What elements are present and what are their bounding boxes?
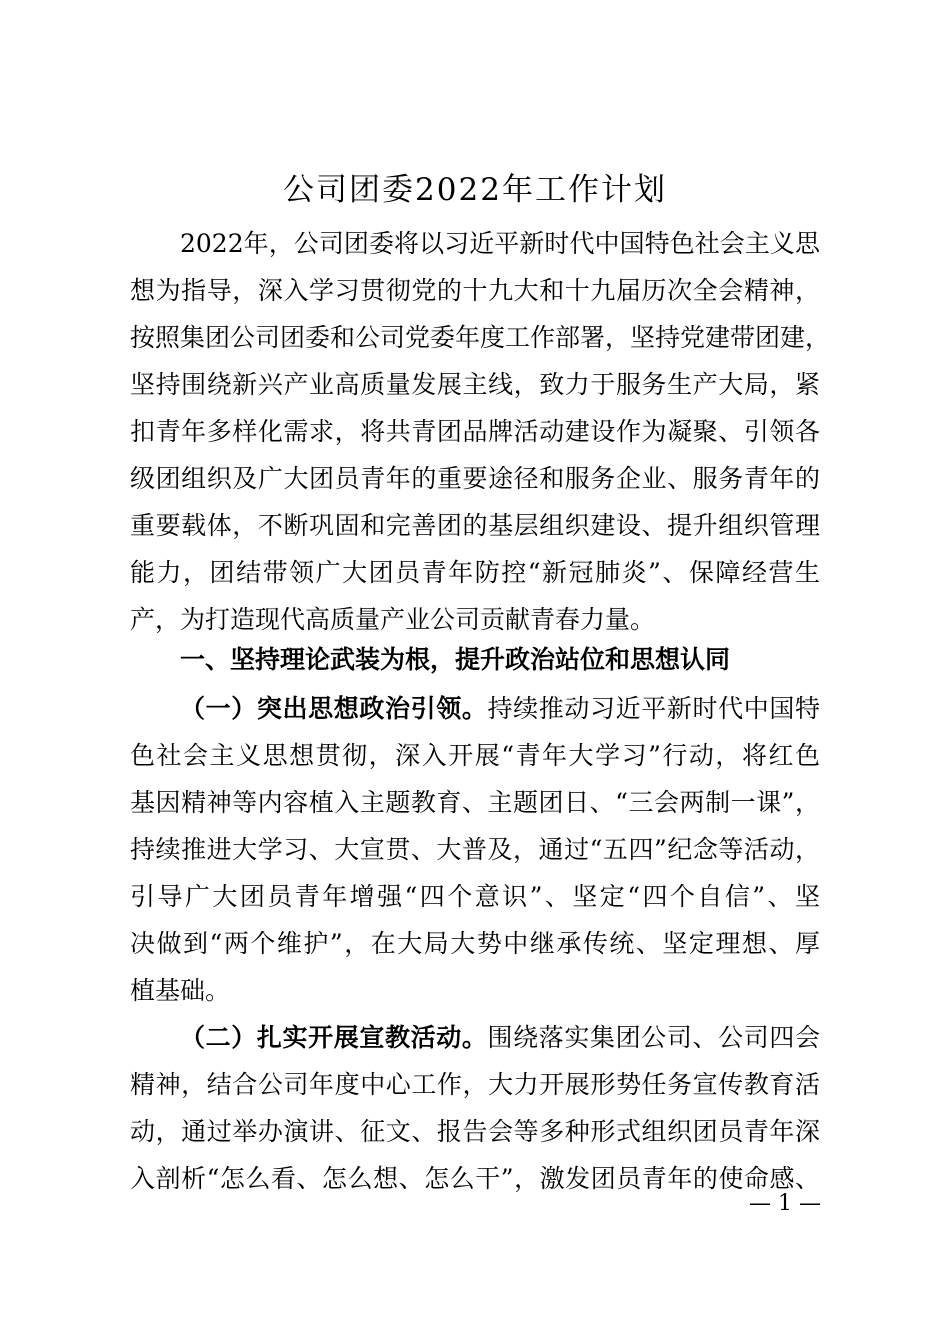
intro-line: 2022年，公司团委将以习近平新时代中国特色社会主义思 [180, 229, 820, 258]
item2-first-rest: 围绕落实集团公司、公司四会 [487, 1023, 820, 1052]
item2-line: 精神，结合公司年度中心工作，大力开展形势任务宣传教育活 [130, 1070, 820, 1099]
intro-line: 能力，团结带领广大团员青年防控“新冠肺炎”、保障经营生 [130, 558, 820, 587]
item1-line: 决做到“两个维护”，在大局大势中继承传统、坚定理想、厚 [130, 929, 820, 958]
item1-first-line [180, 689, 820, 729]
intro-line: 重要载体，不断巩固和完善团的基层组织建设、提升组织管理 [130, 511, 820, 540]
item1-line: 引导广大团员青年增强“四个意识”、坚定“四个自信”、坚 [130, 882, 820, 911]
intro-line: 按照集团公司团委和公司党委年度工作部署，坚持党建带团建， [130, 323, 831, 352]
item1-line: 色社会主义思想贯彻，深入开展“青年大学习”行动，将红色 [130, 741, 820, 770]
intro-line: 想为指导，深入学习贯彻党的十九大和十九届历次全会精神， [130, 276, 820, 305]
item1-line: 植基础。 [130, 976, 231, 1005]
item1-line: 基因精神等内容植入主题教育、主题团日、“三会两制一课”， [130, 788, 820, 817]
intro-line: 级团组织及广大团员青年的重要途径和服务企业、服务青年的 [130, 464, 820, 493]
intro-line: 扣青年多样化需求，将共青团品牌活动建设作为凝聚、引领各 [130, 417, 820, 446]
item1-lead: （一）突出思想政治引领。 [180, 694, 488, 723]
item1-line: 持续推进大学习、大宣贯、大普及，通过“五四”纪念等活动， [130, 835, 820, 864]
item2-lead: （二）扎实开展宣教活动。 [180, 1023, 488, 1052]
section-heading: 一、坚持理论武装为根，提升政治站位和思想认同 [180, 645, 731, 674]
item2-first-line [180, 1018, 820, 1058]
page-number: — 1 — [749, 1191, 821, 1216]
document-title: 公司团委2022年工作计划 [283, 172, 667, 208]
item2-line: 入剖析“怎么看、怎么想、怎么干”，激发团员青年的使命感、 [130, 1164, 820, 1193]
item2-line: 动，通过举办演讲、征文、报告会等多种形式组织团员青年深 [130, 1117, 820, 1146]
intro-line: 坚持围绕新兴产业高质量发展主线，致力于服务生产大局，紧 [130, 370, 820, 399]
intro-line: 产，为打造现代高质量产业公司贡献青春力量。 [130, 605, 656, 634]
item1-first-rest: 持续推动习近平新时代中国特 [487, 694, 820, 723]
